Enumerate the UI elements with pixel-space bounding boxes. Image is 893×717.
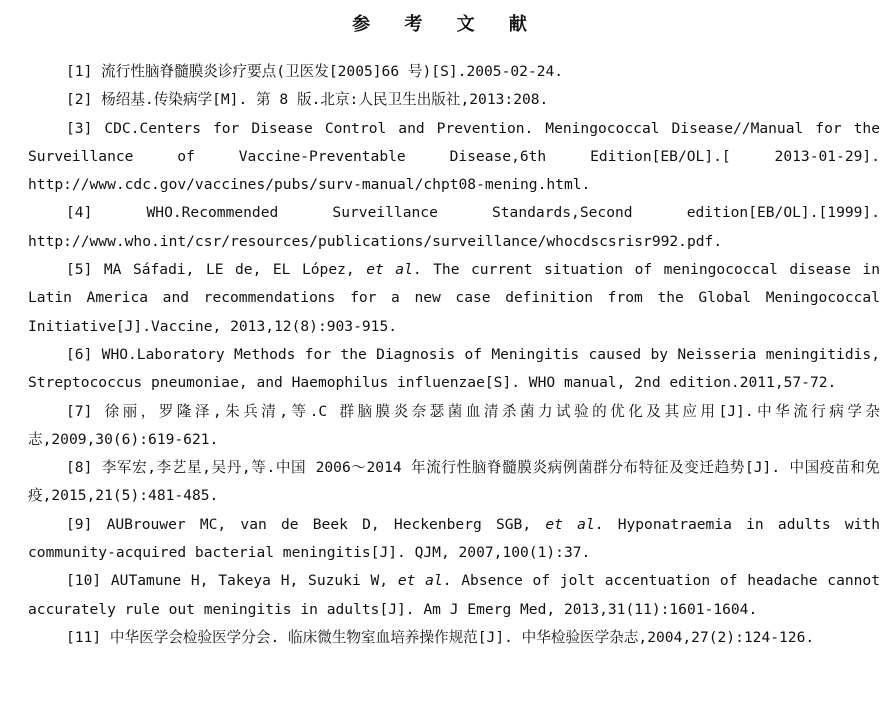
reference-text: [4] WHO.Recommended Surveillance Standards,Second edition[EB/OL].[1999]. http://www.who.int/csr/resources/publications/surveillance/whocdscsrisr992.pdf. (28, 204, 880, 250)
reference-text: . Absence of jolt accentuation of headache cannot accurately rule out meningitis in adults[J]. Am J Emerg Med, 2013,31(11):1601-1604. (28, 572, 880, 618)
references-heading: 参 考 文 献 (352, 14, 541, 35)
et-al-italic: et al (545, 515, 595, 533)
reference-item (28, 341, 880, 398)
reference-item (28, 86, 880, 114)
reference-text: [8] 李军宏,李艺星,吴丹,等.中国 2006～2014 年流行性脑脊髓膜炎病例菌群分布特征及变迁趋势[J]. 中国疫苗和免疫,2015,21(5):481-485. (28, 459, 880, 505)
et-al-italic: et al (397, 572, 443, 590)
reference-text: [6] WHO.Laboratory Methods for the Diagnosis of Meningitis caused by Neisseria meningitidis, Streptococcus pneumoniae, and Haemophilus influenzae[S]. WHO manual, 2nd edition.2011,57-72. (28, 345, 880, 392)
reference-list (28, 58, 880, 652)
reference-item (28, 624, 880, 652)
reference-item (28, 567, 880, 624)
reference-text: [10] AUTamune H, Takeya H, Suzuki W, (66, 572, 398, 590)
et-al-italic: et al (366, 261, 413, 279)
reference-text: [11] 中华医学会检验医学分会. 临床微生物室血培养操作规范[J]. 中华检验医学杂志,2004,27(2):124-126. (66, 628, 815, 646)
reference-item (28, 256, 880, 341)
reference-item (28, 115, 880, 200)
reference-item (28, 454, 880, 511)
reference-text: . The current situation of meningococcal disease in Latin America and recommendations for a new case definition from the Global Meningococcal Initiative[J].Vaccine, 2013,12(8):903-915. (28, 261, 880, 335)
reference-item (28, 511, 880, 568)
reference-item (28, 199, 880, 256)
reference-text: [7] 徐丽，罗隆泽,朱兵清,等.C 群脑膜炎奈瑟菌血清杀菌力试验的优化及其应用[J].中华流行病学杂志,2009,30(6):619-621. (28, 402, 880, 448)
reference-text: [1] 流行性脑脊髓膜炎诊疗要点(卫医发[2005]66 号)[S].2005-02-24. (66, 63, 564, 80)
reference-text: . Hyponatraemia in adults with community-acquired bacterial meningitis[J]. QJM, 2007,100(1):37. (28, 515, 880, 562)
reference-text: [9] AUBrouwer MC, van de Beek D, Heckenberg SGB, (66, 515, 546, 533)
reference-text: [3] CDC.Centers for Disease Control and Prevention. Meningococcal Disease//Manual for the Surveillance of Vaccine-Preventable Disease,6th Edition[EB/OL].[ 2013-01-29]. http://www.cdc.gov/vaccines/pubs/surv-manual/chpt08-mening.html. (28, 119, 880, 194)
reference-text: [2] 杨绍基.传染病学[M]. 第 8 版.北京:人民卫生出版社,2013:208. (66, 91, 549, 109)
reference-item (28, 398, 880, 455)
reference-item (28, 58, 880, 86)
reference-text: [5] MA Sáfadi, LE de, EL López, (66, 261, 367, 279)
